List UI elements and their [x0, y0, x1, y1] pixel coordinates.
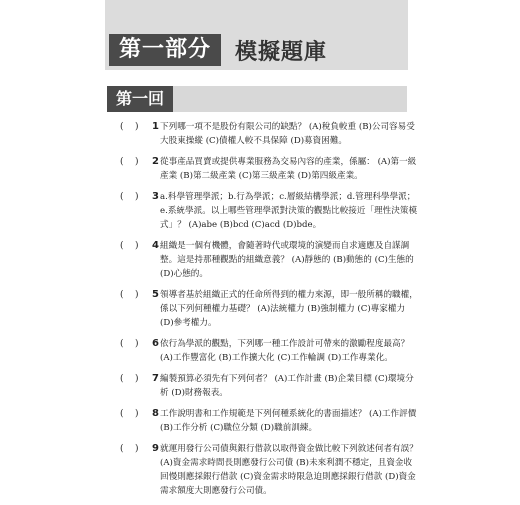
question-number: 9	[152, 443, 159, 454]
question-text: 組織是一個有機體，會隨著時代或環境的演變而自求適應及自謀調整。這是持那種觀點的組織意義？ (A)靜態的 (B)動態的 (C)生態的 (D)心態的。	[160, 241, 414, 279]
question-number: 4	[152, 240, 159, 251]
round-label: 第一回	[107, 86, 173, 112]
answer-blank[interactable]: ( )	[120, 122, 139, 132]
round-header	[107, 86, 407, 112]
question-item	[120, 120, 420, 148]
question-text: a.科學管理學派；b.行為學派；c.層級結構學派；d.管理科學學派；e.系統學派。以上哪些管理學派對決策的觀點比較接近「理性決策模式」？ (A)abe (B)bcd (C)acd (D)bde。	[160, 192, 418, 230]
answer-blank[interactable]: ( )	[120, 192, 139, 202]
question-text: 從事產品買賣或提供專業服務為交易內容的產業，係屬： (A)第一級產業 (B)第二級產業 (C)第三級產業 (D)第四級產業。	[160, 157, 417, 181]
question-list	[120, 120, 420, 505]
question-item	[120, 442, 420, 498]
answer-blank[interactable]: ( )	[120, 290, 139, 300]
question-item	[120, 239, 420, 281]
answer-blank[interactable]: ( )	[120, 444, 139, 454]
question-number: 6	[152, 338, 159, 349]
question-text: 下列哪一項不是股份有限公司的缺點？ (A)稅負較重 (B)公司容易受大股東操縱 (C)債權人較不具保障 (D)募資困難。	[160, 122, 415, 146]
answer-blank[interactable]: ( )	[120, 374, 139, 384]
question-number: 1	[152, 121, 159, 132]
answer-blank[interactable]: ( )	[120, 241, 139, 251]
question-item	[120, 372, 420, 400]
question-text: 領導者基於組織正式的任命所得到的權力來源，即一般所稱的職權，係以下列何種權力基礎？ (A)法統權力 (B)強制權力 (C)專家權力 (D)參考權力。	[160, 290, 418, 328]
answer-blank[interactable]: ( )	[120, 157, 139, 167]
part-header	[109, 34, 327, 66]
question-item	[120, 155, 420, 183]
question-text: 工作說明書和工作規範是下列何種系統化的書面描述？ (A)工作評價 (B)工作分析 (C)職位分類 (D)職前訓練。	[160, 409, 417, 433]
question-number: 5	[152, 289, 159, 300]
question-item	[120, 288, 420, 330]
question-text: 編製預算必須先有下列何者？ (A)工作計畫 (B)企業目標 (C)環境分析 (D)財務報表。	[160, 374, 414, 398]
question-number: 2	[152, 156, 159, 167]
part-label: 第一部分	[109, 34, 221, 66]
part-title: 模擬題庫	[235, 39, 328, 65]
answer-blank[interactable]: ( )	[120, 339, 139, 349]
question-item	[120, 190, 420, 232]
question-number: 7	[152, 373, 159, 384]
question-text: 就運用發行公司債與銀行借款以取得資金做比較下列敘述何者有誤？ (A)資金需求時間長則應發行公司債 (B)未來利潤不穩定，且資金收回慢則應採銀行借款 (C)資金需求時限急迫則應採銀行借款 (D)資金需求額度大則應發行公司債。	[160, 444, 418, 496]
question-number: 3	[152, 191, 159, 202]
question-item	[120, 337, 420, 365]
answer-blank[interactable]: ( )	[120, 409, 139, 419]
round-stripe	[173, 86, 407, 112]
question-item	[120, 407, 420, 435]
question-number: 8	[152, 408, 159, 419]
question-text: 依行為學派的觀點，下列哪一種工作設計可帶來的激勵程度最高？ (A)工作豐富化 (B)工作擴大化 (C)工作輪調 (D)工作專業化。	[160, 339, 410, 363]
